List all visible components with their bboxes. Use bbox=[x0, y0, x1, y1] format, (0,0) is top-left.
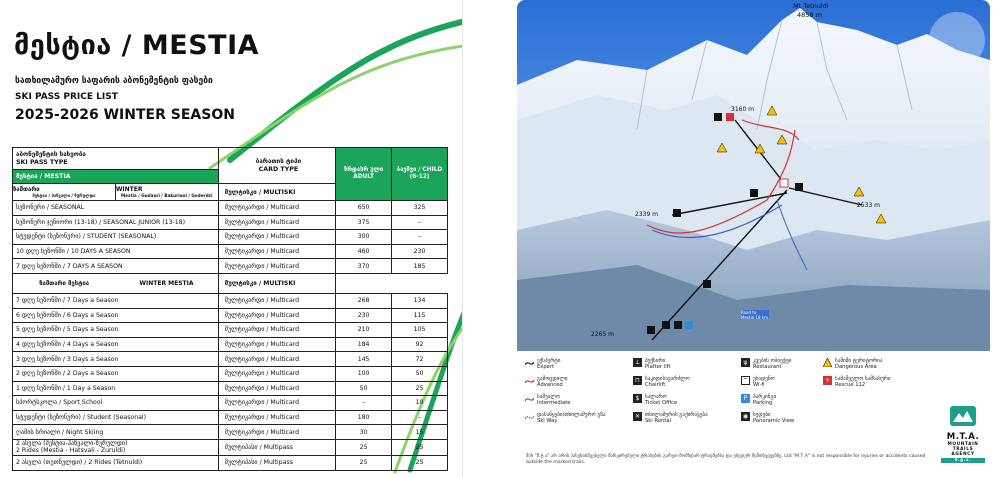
table-row bbox=[13, 381, 448, 396]
cell-card: მულტიკარდი / Multicard bbox=[218, 425, 336, 440]
legend-parking: P პარკინგი Parking bbox=[753, 394, 776, 407]
cell-card: მულტიკარდი / Multicard bbox=[218, 323, 336, 338]
trail-map[interactable] bbox=[517, 0, 990, 351]
header-card-geo: ბარათის ტიპი bbox=[255, 157, 301, 165]
table-row bbox=[13, 410, 448, 425]
section-winter-en: WINTER bbox=[115, 186, 143, 193]
header-adult: ზრდასრ ული ADULT bbox=[336, 148, 392, 201]
header-type-en: SKI PASS TYPE bbox=[16, 158, 68, 166]
cell-card: მულტიკარდი / Multicard bbox=[218, 201, 336, 216]
table-row bbox=[13, 352, 448, 367]
altitude-2265-label: 2265 m bbox=[591, 331, 615, 338]
cell-card: მულტიკარდი / Multicard bbox=[218, 230, 336, 245]
restaurant-icon: ψ bbox=[741, 358, 750, 367]
peak-name-label: Mt Tetnuldi bbox=[793, 2, 829, 10]
cell-card: მულტიკარდი / Multicard bbox=[218, 259, 336, 274]
cell-card: მულტიკარდი / Multicard bbox=[218, 366, 336, 381]
table-row bbox=[13, 244, 448, 259]
section-winter-mestia-geo: ზამთარი მესტია bbox=[39, 279, 90, 287]
warning-icon bbox=[823, 358, 832, 367]
altitude-3160-label: 3160 m bbox=[731, 106, 755, 113]
cell-card: მულტიკარდი / Multicard bbox=[218, 215, 336, 230]
cell-name: 4 დღე სეზონში / 4 Days a Season bbox=[13, 337, 219, 352]
peak-altitude-label: 4858 m bbox=[797, 11, 822, 19]
intermediate-trail-icon bbox=[525, 395, 534, 404]
trail-map-page bbox=[517, 0, 990, 477]
legend-chairlift: ⊓ საკიდისავარძლო Chairlift bbox=[645, 376, 690, 389]
cell-child: 50 bbox=[392, 366, 448, 381]
legend-wifi: ⌔ უსადენო Wi-fi bbox=[742, 376, 775, 389]
cell-name: 6 დღე სეზონში / 6 Days a Season bbox=[13, 308, 219, 323]
mta-logo: M.T.A. MOUNTAIN TRAILS AGENCY მ.ტ.ა. bbox=[941, 406, 985, 468]
season-heading: 2025-2026 WINTER SEASON bbox=[15, 107, 235, 123]
cell-child: 105 bbox=[392, 323, 448, 338]
cell-adult: 145 bbox=[336, 352, 392, 367]
table-row bbox=[13, 425, 448, 440]
cell-card: მულტიკარდი / Multicard bbox=[218, 396, 336, 411]
cell-card: მულტიკარდი / Multicard bbox=[218, 308, 336, 323]
table-row bbox=[13, 396, 448, 411]
table-row: 2 ასვლა (თეთნულდი) / 2 Rides (Tetnuldi) მულტიპასი / Multipass 25 25 bbox=[13, 455, 448, 470]
cell-adult: 100 bbox=[336, 366, 392, 381]
cell-child: 185 bbox=[392, 259, 448, 274]
green-bar-mestia: მესტია / MESTIA bbox=[13, 170, 219, 184]
price-list-page bbox=[0, 0, 463, 477]
ski-rental-icon: ✕ bbox=[634, 413, 641, 420]
legend-panoramic-view: ◉ ხედები Panoramic View bbox=[742, 412, 795, 425]
cell-adult: 300 bbox=[336, 230, 392, 245]
ski-way-icon bbox=[525, 413, 534, 422]
table-row bbox=[13, 337, 448, 352]
expert-trail-icon bbox=[525, 359, 534, 368]
cell-name: 7 დღე სეზონში / 7 DAYS A SEASON bbox=[13, 259, 219, 274]
cell-name: სპორტსკოლა / Sport School bbox=[13, 396, 219, 411]
cell-child: 10 bbox=[392, 396, 448, 411]
cell-child: 15 bbox=[392, 425, 448, 440]
table-row: 2 ასვლა (მესტია-ჰაწვალი-ზურულდი) 2 Rides (Mestia - Hatsvali - Zuruldi) მულტიპასი / Multipass 25 25 bbox=[13, 439, 448, 455]
cell-card: მულტიკარდი / Multicard bbox=[218, 381, 336, 396]
road-to-mestia-label: Road to Mestia 18 km bbox=[741, 310, 768, 320]
legend-rescue: + სამაშველო სამსახური Rescue 112 bbox=[824, 376, 891, 389]
header-card-en: CARD TYPE bbox=[258, 165, 299, 173]
subtitle-english: SKI PASS PRICE LIST bbox=[15, 92, 118, 102]
cell-card: მულტიკარდი / Multicard bbox=[218, 352, 336, 367]
disclaimer-text: შპს "მ ტ ა" არ არის პასუხისმგებელი მარკირებული ტრასების გარეთ მომხდარ ტრავმებსა და უბედურ შემთხვევებზე. Ltd "M T A" is not responsible for injuries or accidents caused outside the marked trails. bbox=[526, 454, 926, 465]
table-row bbox=[13, 323, 448, 338]
table-row bbox=[13, 215, 448, 230]
cell-adult: 370 bbox=[336, 259, 392, 274]
cell-name: სეზონური / SEASONAL bbox=[13, 201, 219, 216]
cell-child: 325 bbox=[392, 201, 448, 216]
section-winter-geo: ზამთარი bbox=[13, 186, 40, 193]
cell-name: 2 დღე სეზონში / 2 Days a Season bbox=[13, 366, 219, 381]
cell-card: მულტიკარდი / Multicard bbox=[218, 337, 336, 352]
table-row bbox=[13, 230, 448, 245]
section-header-winter: ზამთარი მესტია / ჰაწვალი / ზურულდი WINTER Mestia / Gudauri / Bakuriani / Goderdzi მულტისკი / MULTISKI bbox=[13, 184, 448, 201]
altitude-2533-label: 2533 m bbox=[857, 202, 881, 209]
legend-intermediate: საშუალო Intermediate bbox=[537, 394, 570, 407]
legend-restaurant: ψ კვების ობიექტი Restaurant bbox=[753, 358, 792, 371]
mountain-logo-icon bbox=[950, 406, 976, 426]
table-row bbox=[13, 259, 448, 274]
legend-ticket-office: $ სალარო Ticket Office bbox=[645, 394, 677, 407]
legend-ski-rental: ✕ თხილამურის გაქირავება Ski Rental bbox=[634, 412, 708, 425]
cell-name: 1 დღე სეზონში / 1 Day a Season bbox=[13, 381, 219, 396]
cell-name: 5 დღე სეზონში / 5 Days a Season bbox=[13, 323, 219, 338]
header-type-geo: აბონემენტის სახეობა bbox=[16, 150, 86, 158]
panoramic-view-icon: ◉ bbox=[742, 413, 749, 420]
legend-ski-way: დასაწყები/თხილამურო გზა Ski Way bbox=[537, 412, 606, 425]
cell-name: 7 დღე სეზონში / 7 Days a Season bbox=[13, 293, 219, 308]
cell-name: სეზონური ჯუნიორი (13-18) / SEASONAL JUNIOR (13-18) bbox=[13, 215, 219, 230]
cell-adult: 50 bbox=[336, 381, 392, 396]
cell-child: – bbox=[392, 410, 448, 425]
cell-child: – bbox=[392, 230, 448, 245]
chairlift-icon: ⊓ bbox=[633, 376, 642, 385]
legend-dangerous-area: საშიში ტერიტორია Dangerous Area bbox=[835, 358, 883, 371]
cell-adult: 180 bbox=[336, 410, 392, 425]
cell-adult: 460 bbox=[336, 244, 392, 259]
cell-name: ღამის სრიალი / Night Skiing bbox=[13, 425, 219, 440]
cell-child: 230 bbox=[392, 244, 448, 259]
cell-child: 25 bbox=[392, 381, 448, 396]
cell-child: 72 bbox=[392, 352, 448, 367]
cell-adult: 650 bbox=[336, 201, 392, 216]
section-card-multiski: მულტისკი / MULTISKI bbox=[218, 184, 336, 201]
section-winter-mestia-en: WINTER MESTIA bbox=[139, 279, 194, 287]
cell-adult: 375 bbox=[336, 215, 392, 230]
cell-child: – bbox=[392, 215, 448, 230]
table-row bbox=[13, 293, 448, 308]
cell-adult: 230 bbox=[336, 308, 392, 323]
cell-card: მულტიკარდი / Multicard bbox=[218, 293, 336, 308]
rescue-icon: + bbox=[824, 377, 831, 384]
page-title: მესტია / MESTIA bbox=[14, 30, 260, 61]
cell-child: 115 bbox=[392, 308, 448, 323]
table-row bbox=[13, 308, 448, 323]
cell-adult: 210 bbox=[336, 323, 392, 338]
cell-adult: – bbox=[336, 396, 392, 411]
legend-platter-lift: ⟂ ბუქსირი Platter lift bbox=[645, 358, 670, 371]
cell-card: მულტიკარდი / Multicard bbox=[218, 410, 336, 425]
cell-adult: 30 bbox=[336, 425, 392, 440]
legend-expert: ექსპერტი Expert bbox=[537, 358, 560, 371]
table-row bbox=[13, 366, 448, 381]
table-header-row bbox=[13, 148, 448, 170]
price-table bbox=[12, 147, 448, 471]
advanced-trail-icon bbox=[525, 377, 534, 386]
cell-card: მულტიკარდი / Multicard bbox=[218, 244, 336, 259]
mountain-illustration bbox=[517, 0, 990, 351]
cell-name: სტუდენტი (სეზონური) / Student (Seasonal) bbox=[13, 410, 219, 425]
cell-name: სტუდენტი (სეზონური) / STUDENT (SEASONAL) bbox=[13, 230, 219, 245]
header-child: ბავშვი / CHILD (6-12) bbox=[392, 148, 448, 201]
cell-child: 92 bbox=[392, 337, 448, 352]
table-row bbox=[13, 201, 448, 216]
cell-adult: 184 bbox=[336, 337, 392, 352]
ticket-office-icon: $ bbox=[633, 394, 642, 403]
cell-adult: 268 bbox=[336, 293, 392, 308]
wifi-icon: ⌔ bbox=[742, 377, 749, 384]
parking-icon: P bbox=[741, 394, 750, 403]
section-header-winter-mestia bbox=[13, 273, 448, 293]
section2-card-multiski: მულტისკი / MULTISKI bbox=[218, 273, 336, 293]
altitude-2339-label: 2339 m bbox=[635, 211, 659, 218]
subtitle-georgian: სათხილამურო საფარის აბონემენტის ფასები bbox=[15, 76, 213, 86]
cell-name: 3 დღე სეზონში / 3 Days a Season bbox=[13, 352, 219, 367]
cell-child: 134 bbox=[392, 293, 448, 308]
legend-advanced: გამოცდილი Advanced bbox=[537, 376, 568, 389]
platter-lift-icon: ⟂ bbox=[633, 358, 642, 367]
cell-name: 10 დღე სეზონში / 10 DAYS A SEASON bbox=[13, 244, 219, 259]
